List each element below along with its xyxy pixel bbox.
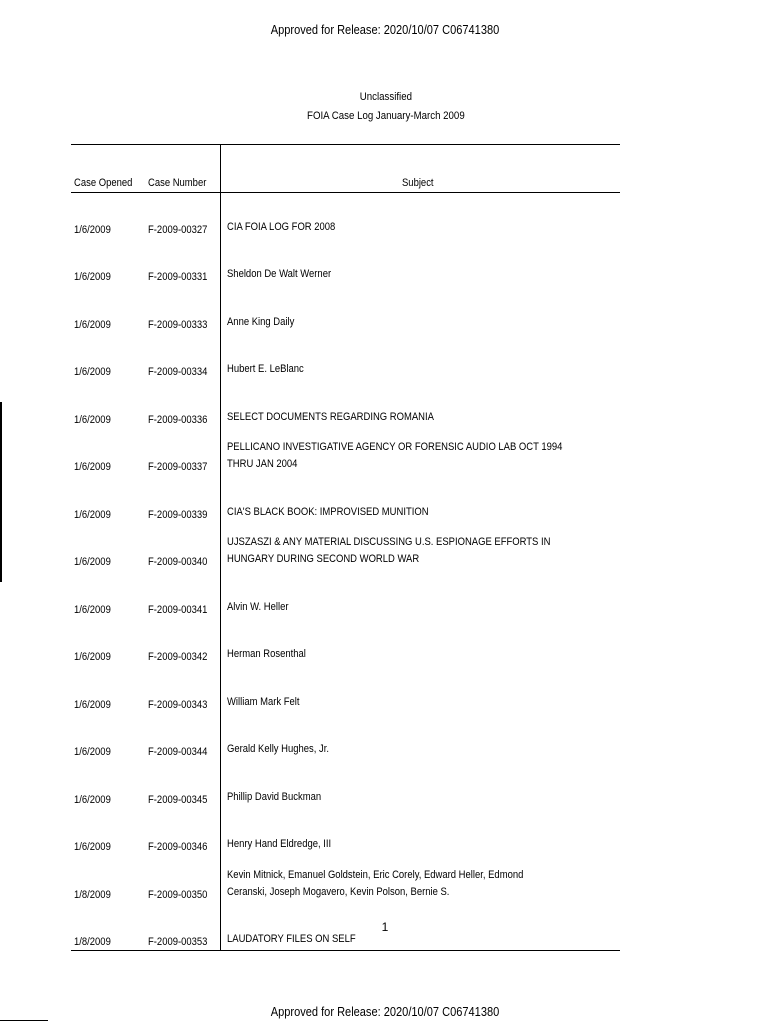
case-opened-cell: 1/6/2009	[74, 698, 111, 711]
subject-cell: Phillip David Buckman	[227, 790, 322, 803]
case-number-cell: F-2009-00333	[145, 288, 221, 336]
subject-cell: Kevin Mitnick, Emanuel Goldstein, Eric Corely, Edward Heller, Edmond Ceranski, Joseph Mogavero, Kevin Polson, Bernie S.	[227, 868, 524, 898]
table-row	[71, 288, 620, 336]
case-opened-cell: 1/6/2009	[74, 318, 111, 331]
case-opened-cell: 1/6/2009	[74, 461, 111, 473]
subject-cell: Gerald Kelly Hughes, Jr.	[227, 743, 330, 755]
table-row	[71, 621, 620, 669]
document-titles	[0, 88, 770, 126]
case-number-cell: F-2009-00344	[145, 716, 221, 764]
case-opened-cell: 1/6/2009	[74, 556, 111, 568]
case-opened-cell: 1/6/2009	[74, 651, 111, 663]
scan-artifact-line-bottom	[0, 1020, 48, 1021]
case-number-cell: F-2009-00336	[145, 383, 221, 431]
classification-label: Unclassified	[359, 91, 412, 103]
case-opened-cell: 1/6/2009	[74, 271, 111, 283]
col-header-subject: Subject	[221, 145, 621, 193]
case-opened-cell: 1/8/2009	[71, 906, 145, 951]
subject-cell: UJSZASZI & ANY MATERIAL DISCUSSING U.S. ESPIONAGE EFFORTS IN HUNGARY DURING SECOND WORLD WAR	[227, 536, 551, 565]
subject-cell: SELECT DOCUMENTS REGARDING ROMANIA	[227, 410, 434, 423]
subject-cell: Hubert E. LeBlanc	[227, 363, 304, 375]
subject-cell: PELLICANO INVESTIGATIVE AGENCY OR FORENSIC AUDIO LAB OCT 1994 THRU JAN 2004	[227, 441, 563, 470]
case-number-cell: F-2009-00340	[145, 526, 221, 574]
case-opened-cell: 1/6/2009	[74, 366, 111, 378]
subject-cell: Alvin W. Heller	[227, 600, 289, 613]
document-title: FOIA Case Log January-March 2009	[307, 110, 465, 122]
table-header-row	[71, 145, 620, 193]
subject-cell: Henry Hand Eldredge, III	[227, 838, 332, 850]
case-number-cell: F-2009-00327	[145, 193, 221, 241]
table-row	[71, 668, 620, 716]
case-opened-cell: 1/6/2009	[74, 603, 111, 616]
case-opened-cell: 1/6/2009	[74, 508, 111, 521]
subject-cell: Anne King Daily	[227, 315, 295, 328]
table-row	[71, 193, 620, 241]
subject-cell: Herman Rosenthal	[227, 648, 306, 660]
table-row	[71, 858, 620, 906]
col-header-case-number: Case Number	[145, 145, 221, 193]
subject-cell: William Mark Felt	[227, 695, 300, 708]
table-row	[71, 241, 620, 289]
table-row	[71, 526, 620, 574]
case-number-cell: F-2009-00337	[145, 431, 221, 479]
case-number-cell: F-2009-00334	[145, 336, 221, 384]
case-number-cell: F-2009-00342	[145, 621, 221, 669]
foia-case-log-table	[71, 144, 620, 951]
subject-cell: CIA FOIA LOG FOR 2008	[227, 220, 336, 233]
case-number-cell: F-2009-00343	[145, 668, 221, 716]
case-opened-cell: 1/6/2009	[74, 793, 111, 806]
case-opened-cell: 1/8/2009	[74, 888, 111, 901]
table-row	[71, 716, 620, 764]
table-row	[71, 383, 620, 431]
case-number-cell: F-2009-00346	[145, 811, 221, 859]
case-opened-cell: 1/6/2009	[74, 841, 111, 853]
scan-artifact-line	[0, 402, 2, 582]
table-row	[71, 573, 620, 621]
table-row	[71, 763, 620, 811]
table-row	[71, 811, 620, 859]
case-number-cell: F-2009-00341	[145, 573, 221, 621]
case-opened-cell: 1/6/2009	[74, 413, 111, 426]
table-row	[71, 431, 620, 479]
table-row	[71, 336, 620, 384]
subject-cell: Sheldon De Walt Werner	[227, 268, 332, 280]
page-number: 1	[381, 920, 389, 934]
case-opened-cell: 1/6/2009	[74, 223, 111, 236]
subject-cell: CIA'S BLACK BOOK: IMPROVISED MUNITION	[227, 505, 429, 518]
case-number-cell: F-2009-00350	[145, 858, 221, 906]
subject-cell: LAUDATORY FILES ON SELF	[221, 906, 621, 951]
case-number-cell: F-2009-00345	[145, 763, 221, 811]
case-number-cell: F-2009-00353	[145, 906, 221, 951]
col-header-case-opened: Case Opened	[71, 145, 145, 193]
release-stamp-top: Approved for Release: 2020/10/07 C06741380	[270, 22, 500, 37]
case-opened-cell: 1/6/2009	[74, 746, 111, 758]
table-row	[71, 478, 620, 526]
case-number-cell: F-2009-00331	[145, 241, 221, 289]
release-stamp-bottom: Approved for Release: 2020/10/07 C06741380	[270, 1004, 500, 1019]
case-number-cell: F-2009-00339	[145, 478, 221, 526]
